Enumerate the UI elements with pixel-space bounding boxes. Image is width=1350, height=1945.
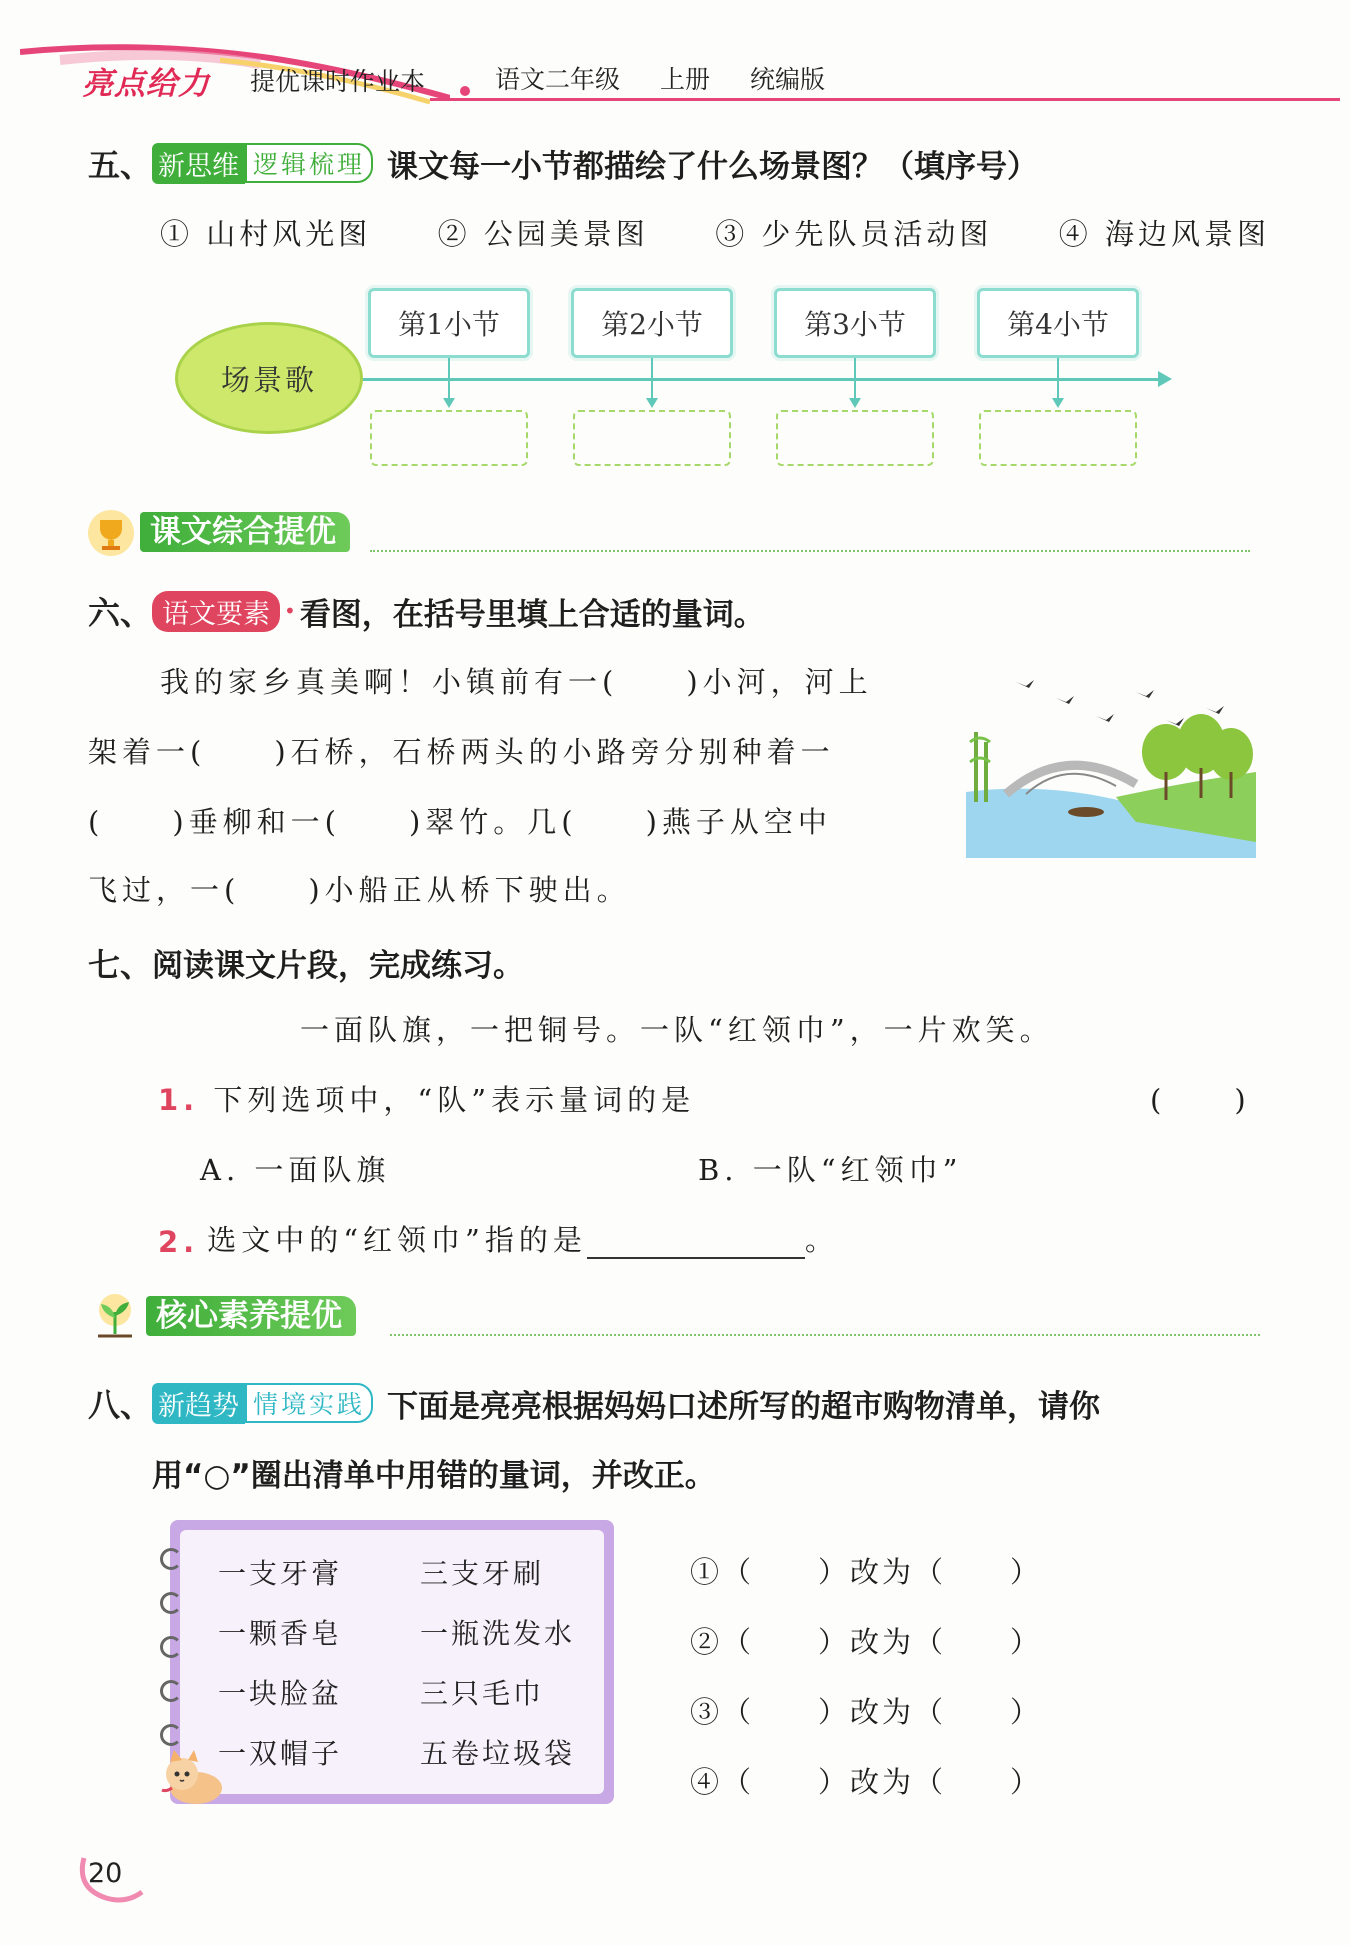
down-arrow-head xyxy=(646,398,658,408)
q5-number: 五、 xyxy=(88,146,153,184)
header-dot xyxy=(460,86,470,96)
correction-row[interactable]: ③（ ）改为（ ） xyxy=(690,1695,1043,1729)
spiral-ring-icon xyxy=(160,1548,182,1570)
q7-number: 七、 xyxy=(88,946,153,984)
down-arrow-head xyxy=(443,398,455,408)
section-box-1: 第1小节 xyxy=(368,288,530,358)
correction-row[interactable]: ④（ ）改为（ ） xyxy=(690,1765,1043,1799)
q8-tag-new-trend: 新趋势 xyxy=(152,1383,245,1424)
q7-sub2-number: 2. xyxy=(158,1225,200,1259)
q8-tag-situational: 情境实践 xyxy=(245,1383,373,1423)
list-item[interactable]: 三只毛巾 xyxy=(420,1677,545,1710)
header-grade-info xyxy=(495,60,825,96)
q5-heading xyxy=(88,140,1038,186)
spiral-ring-icon xyxy=(160,1636,182,1658)
edition-label: 统编版 xyxy=(749,65,825,94)
q7-sub2 xyxy=(158,1218,839,1259)
section-box-2: 第2小节 xyxy=(571,288,733,358)
correction-row[interactable]: ①（ ）改为（ ） xyxy=(690,1555,1043,1589)
q7-option-b[interactable]: B. 一队“红领巾” xyxy=(698,1153,963,1187)
down-arrow-line xyxy=(448,358,450,400)
q7-sub2-text: 选文中的“红领巾”指的是 xyxy=(207,1223,587,1257)
village-bridge-illustration xyxy=(966,672,1256,858)
q7-sub1-text: 下列选项中，“队”表示量词的是 xyxy=(213,1083,696,1117)
scene-song-oval: 场景歌 xyxy=(175,322,363,434)
q8-number: 八、 xyxy=(88,1386,153,1424)
q6-text-line: ( )垂柳和一( )翠竹。几( )燕子从空中 xyxy=(88,805,832,839)
q7-title: 阅读课文片段，完成练习。 xyxy=(152,948,525,984)
answer-box-4[interactable] xyxy=(979,410,1137,466)
spiral-ring-icon xyxy=(160,1724,182,1746)
down-arrow-line xyxy=(1057,358,1059,400)
q6-text-line: 架着一( )石桥，石桥两头的小路旁分别种着一 xyxy=(88,735,835,769)
list-item[interactable]: 一块脸盆 xyxy=(218,1677,343,1710)
q7-passage: 一面队旗，一把铜号。一队“红领巾”，一片欢笑。 xyxy=(300,1013,1054,1047)
down-arrow-head xyxy=(1052,398,1064,408)
tag-dot: • xyxy=(284,599,296,623)
series-title: 提优课时作业本 xyxy=(250,67,426,96)
down-arrow-head xyxy=(849,398,861,408)
list-item[interactable]: 一瓶洗发水 xyxy=(420,1617,576,1650)
q5-option: ④ 海边风景图 xyxy=(1058,217,1270,251)
list-item[interactable]: 三支牙刷 xyxy=(420,1557,545,1590)
q7-sub2-blank[interactable] xyxy=(587,1223,805,1259)
down-arrow-line xyxy=(854,358,856,400)
header-rule xyxy=(430,98,1340,101)
section-banner-comprehensive: 课文综合提优 xyxy=(140,512,350,552)
q5-option: ② 公园美景图 xyxy=(437,217,649,251)
q7-sub1-answer-paren[interactable]: ( ) xyxy=(1150,1083,1251,1117)
answer-box-1[interactable] xyxy=(370,410,528,466)
banner-dotted-rule xyxy=(390,1334,1260,1336)
q7-sub1-number: 1. xyxy=(158,1083,200,1117)
q5-options xyxy=(160,212,1270,253)
q5-option: ③ 少先队员活动图 xyxy=(715,217,993,251)
q7-sub2-period: 。 xyxy=(804,1223,839,1257)
q8-heading xyxy=(88,1380,1100,1426)
trophy-icon xyxy=(86,508,136,558)
q8-title-line1: 下面是亮亮根据妈妈口述所写的超市购物清单，请你 xyxy=(387,1388,1101,1425)
spiral-ring-icon xyxy=(160,1680,182,1702)
q6-text-line: 飞过，一( )小船正从桥下驶出。 xyxy=(88,873,631,907)
timeline-arrowhead xyxy=(1158,371,1172,387)
q7-sub1 xyxy=(158,1078,695,1119)
section-box-3: 第3小节 xyxy=(774,288,936,358)
cat-icon xyxy=(158,1748,230,1808)
q8-title-line2: 用“○”圈出清单中用错的量词，并改正。 xyxy=(152,1458,716,1494)
banner-dotted-rule xyxy=(370,550,1250,552)
q6-tag-language-element: 语文要素 xyxy=(152,591,280,632)
timeline-axis xyxy=(363,378,1163,381)
section-banner-core: 核心素养提优 xyxy=(146,1296,356,1336)
down-arrow-line xyxy=(651,358,653,400)
list-item[interactable]: 一双帽子 xyxy=(218,1737,343,1770)
page-number: 20 xyxy=(88,1858,123,1889)
answer-box-3[interactable] xyxy=(776,410,934,466)
q5-tag-new-thinking: 新思维 xyxy=(152,143,245,184)
q5-tag-logic: 逻辑梳理 xyxy=(245,143,373,183)
q7-heading xyxy=(88,940,524,986)
answer-box-2[interactable] xyxy=(573,410,731,466)
q6-number: 六、 xyxy=(88,594,153,632)
list-item[interactable]: 一支牙膏 xyxy=(218,1557,343,1590)
q7-option-a[interactable]: A. 一面队旗 xyxy=(200,1153,391,1187)
spiral-ring-icon xyxy=(160,1592,182,1614)
q6-text-line: 我的家乡真美啊！小镇前有一( )小河，河上 xyxy=(160,665,873,699)
section-box-4: 第4小节 xyxy=(977,288,1139,358)
q5-title: 课文每一小节都描绘了什么场景图？（填序号） xyxy=(387,148,1039,185)
correction-row[interactable]: ②（ ）改为（ ） xyxy=(690,1625,1043,1659)
grade-label: 语文二年级 xyxy=(495,65,621,94)
list-item[interactable]: 一颗香皂 xyxy=(218,1617,343,1650)
q6-heading xyxy=(88,588,765,634)
brand-logo-text: 亮点给力 xyxy=(82,66,210,102)
volume-label: 上册 xyxy=(659,65,710,94)
q6-title: 看图，在括号里填上合适的量词。 xyxy=(299,596,765,633)
q5-option: ① 山村风光图 xyxy=(160,217,372,251)
sprout-icon xyxy=(90,1290,140,1340)
list-item[interactable]: 五卷垃圾袋 xyxy=(420,1737,576,1770)
